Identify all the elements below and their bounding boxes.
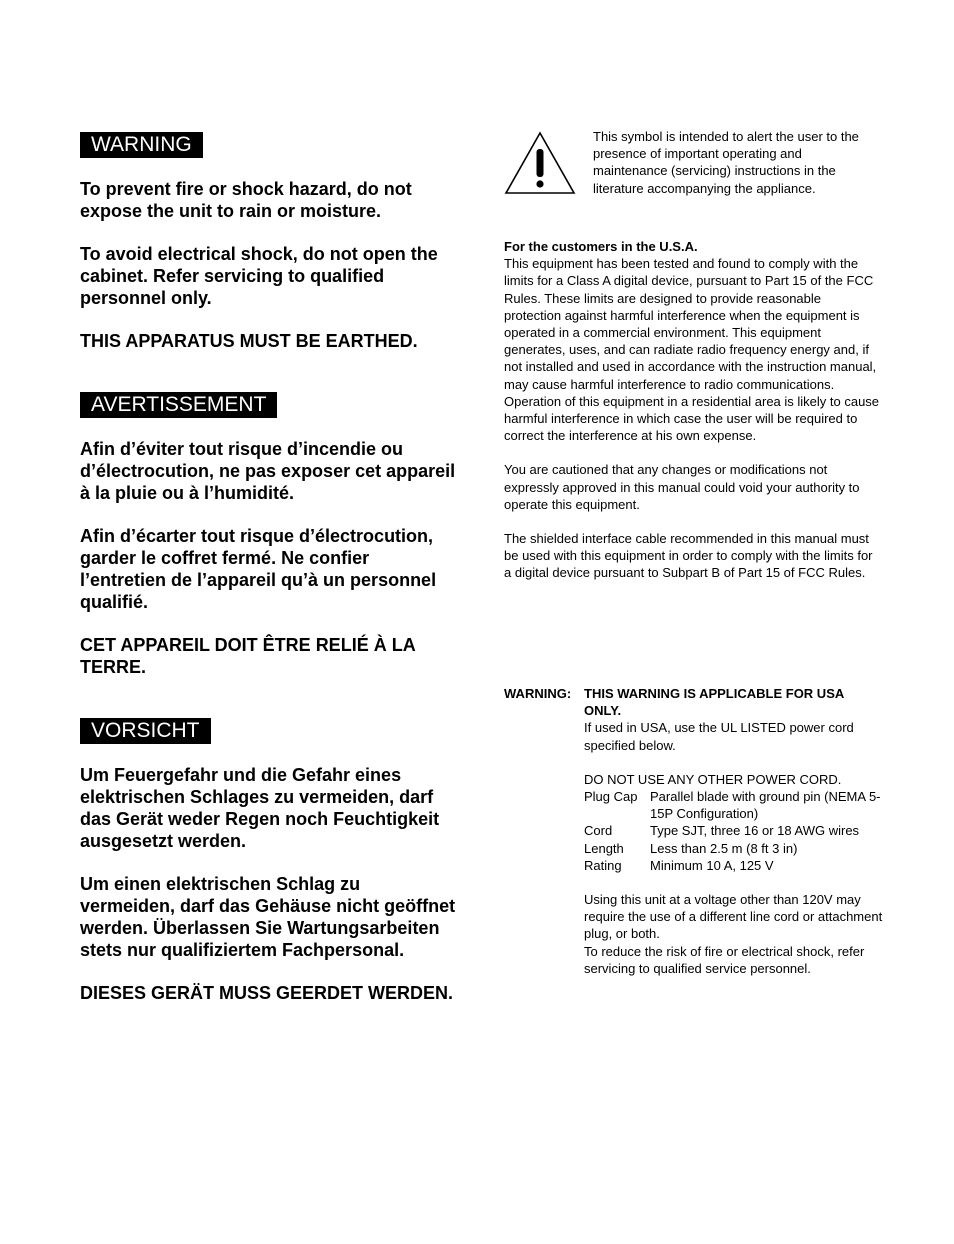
- usa-heading: For the customers in the U.S.A.: [504, 239, 698, 254]
- avertissement-heading: AVERTISSEMENT: [80, 392, 277, 418]
- warning-paragraph-3: THIS APPARATUS MUST BE EARTHED.: [80, 331, 418, 351]
- spec-key: Length: [584, 840, 624, 856]
- usa-paragraph-3: The shielded interface cable recommended in this manual must be used with this equipment in order to comply with the limits for a digital device pursuant to Subpart B of Part 15 of FCC Rules.: [504, 531, 873, 581]
- left-column: [80, 132, 460, 1004]
- spec-value: Less than 2.5 m (8 ft 3 in): [650, 840, 798, 856]
- spec-row-plug-cap: [584, 788, 884, 822]
- spec-value: Parallel blade with ground pin (NEMA 5-15P Configuration): [650, 789, 881, 822]
- usa-warning-label: WARNING:: [504, 686, 572, 701]
- spec-row-rating: [584, 857, 884, 874]
- spec-row-cord: [584, 822, 884, 839]
- usa-warning-body: [584, 685, 884, 977]
- spec-value: Minimum 10 A, 125 V: [650, 857, 774, 873]
- warning-paragraph-1: To prevent fire or shock hazard, do not expose the unit to rain or moisture.: [80, 179, 412, 221]
- symbol-description: This symbol is intended to alert the user to the presence of important operating and maintenance (servicing) instructions in the literature accompanying the appliance.: [593, 129, 859, 196]
- spec-value: Type SJT, three 16 or 18 AWG wires: [650, 823, 860, 839]
- avertissement-paragraph-2: Afin d’écarter tout risque d’électrocution, garder le coffret fermé. Ne confier l’entretien de l’appareil qu’à un personnel qualifié.: [80, 526, 437, 612]
- vorsicht-heading: VORSICHT: [80, 718, 211, 744]
- usa-warning-paragraph-4: To reduce the risk of fire or electrical shock, refer servicing to qualified service personnel.: [584, 943, 865, 976]
- usa-warning-paragraph-3: Using this unit at a voltage other than 120V may require the use of a different line cord or attachment plug, or both.: [584, 892, 883, 942]
- usa-warning-paragraph-2: DO NOT USE ANY OTHER POWER CORD.: [584, 771, 842, 787]
- usa-paragraph-1: This equipment has been tested and found to comply with the limits for a Class A digital device, pursuant to Part 15 of the FCC Rules. These limits are designed to provide reasonable protection against harmful interference when the equipment is operated in a commercial environment. This equipment generates, uses, and can radiate radio frequency energy and, if not installed and used in accordance with the instruction manual, may cause harmful interference to radio communications. Operation of this equipment in a residential area is likely to cause harmful interference in which case the user will be required to correct the interference at his own expense.: [504, 256, 880, 444]
- usa-warning-paragraph-1: If used in USA, use the UL LISTED power cord specified below.: [584, 720, 854, 753]
- warning-heading: WARNING: [80, 132, 203, 158]
- spec-key: Plug Cap: [584, 789, 638, 805]
- spec-row-length: [584, 840, 884, 857]
- spec-key: Rating: [584, 857, 622, 873]
- right-column: [504, 128, 880, 582]
- usa-power-cord-warning: [504, 685, 884, 977]
- spec-key: Cord: [584, 823, 613, 839]
- avertissement-paragraph-1: Afin d’éviter tout risque d’incendie ou d’électrocution, ne pas exposer cet appareil à la pluie ou à l’humidité.: [80, 439, 456, 503]
- warning-paragraph-2: To avoid electrical shock, do not open the cabinet. Refer servicing to qualified personnel only.: [80, 244, 438, 308]
- usa-warning-title: THIS WARNING IS APPLICABLE FOR USA ONLY.: [584, 686, 844, 719]
- avertissement-paragraph-3: CET APPAREIL DOIT ÊTRE RELIÉ À LA TERRE.: [80, 635, 416, 677]
- warning-triangle-icon: [504, 131, 576, 195]
- vorsicht-paragraph-3: DIESES GERÄT MUSS GEERDET WERDEN.: [80, 983, 454, 1003]
- usa-paragraph-2: You are cautioned that any changes or modifications not expressly approved in this manual could void your authority to operate this equipment.: [504, 462, 860, 512]
- vorsicht-paragraph-2: Um einen elektrischen Schlag zu vermeiden, darf das Gehäuse nicht geöffnet werden. Überlassen Sie Wartungsarbeiten stets nur qualifiziertem Fachpersonal.: [80, 874, 456, 960]
- vorsicht-paragraph-1: Um Feuergefahr und die Gefahr eines elektrischen Schlages zu vermeiden, darf das Gerät weder Regen noch Feuchtigkeit ausgesetzt werden.: [80, 765, 440, 851]
- symbol-notice: [504, 128, 880, 208]
